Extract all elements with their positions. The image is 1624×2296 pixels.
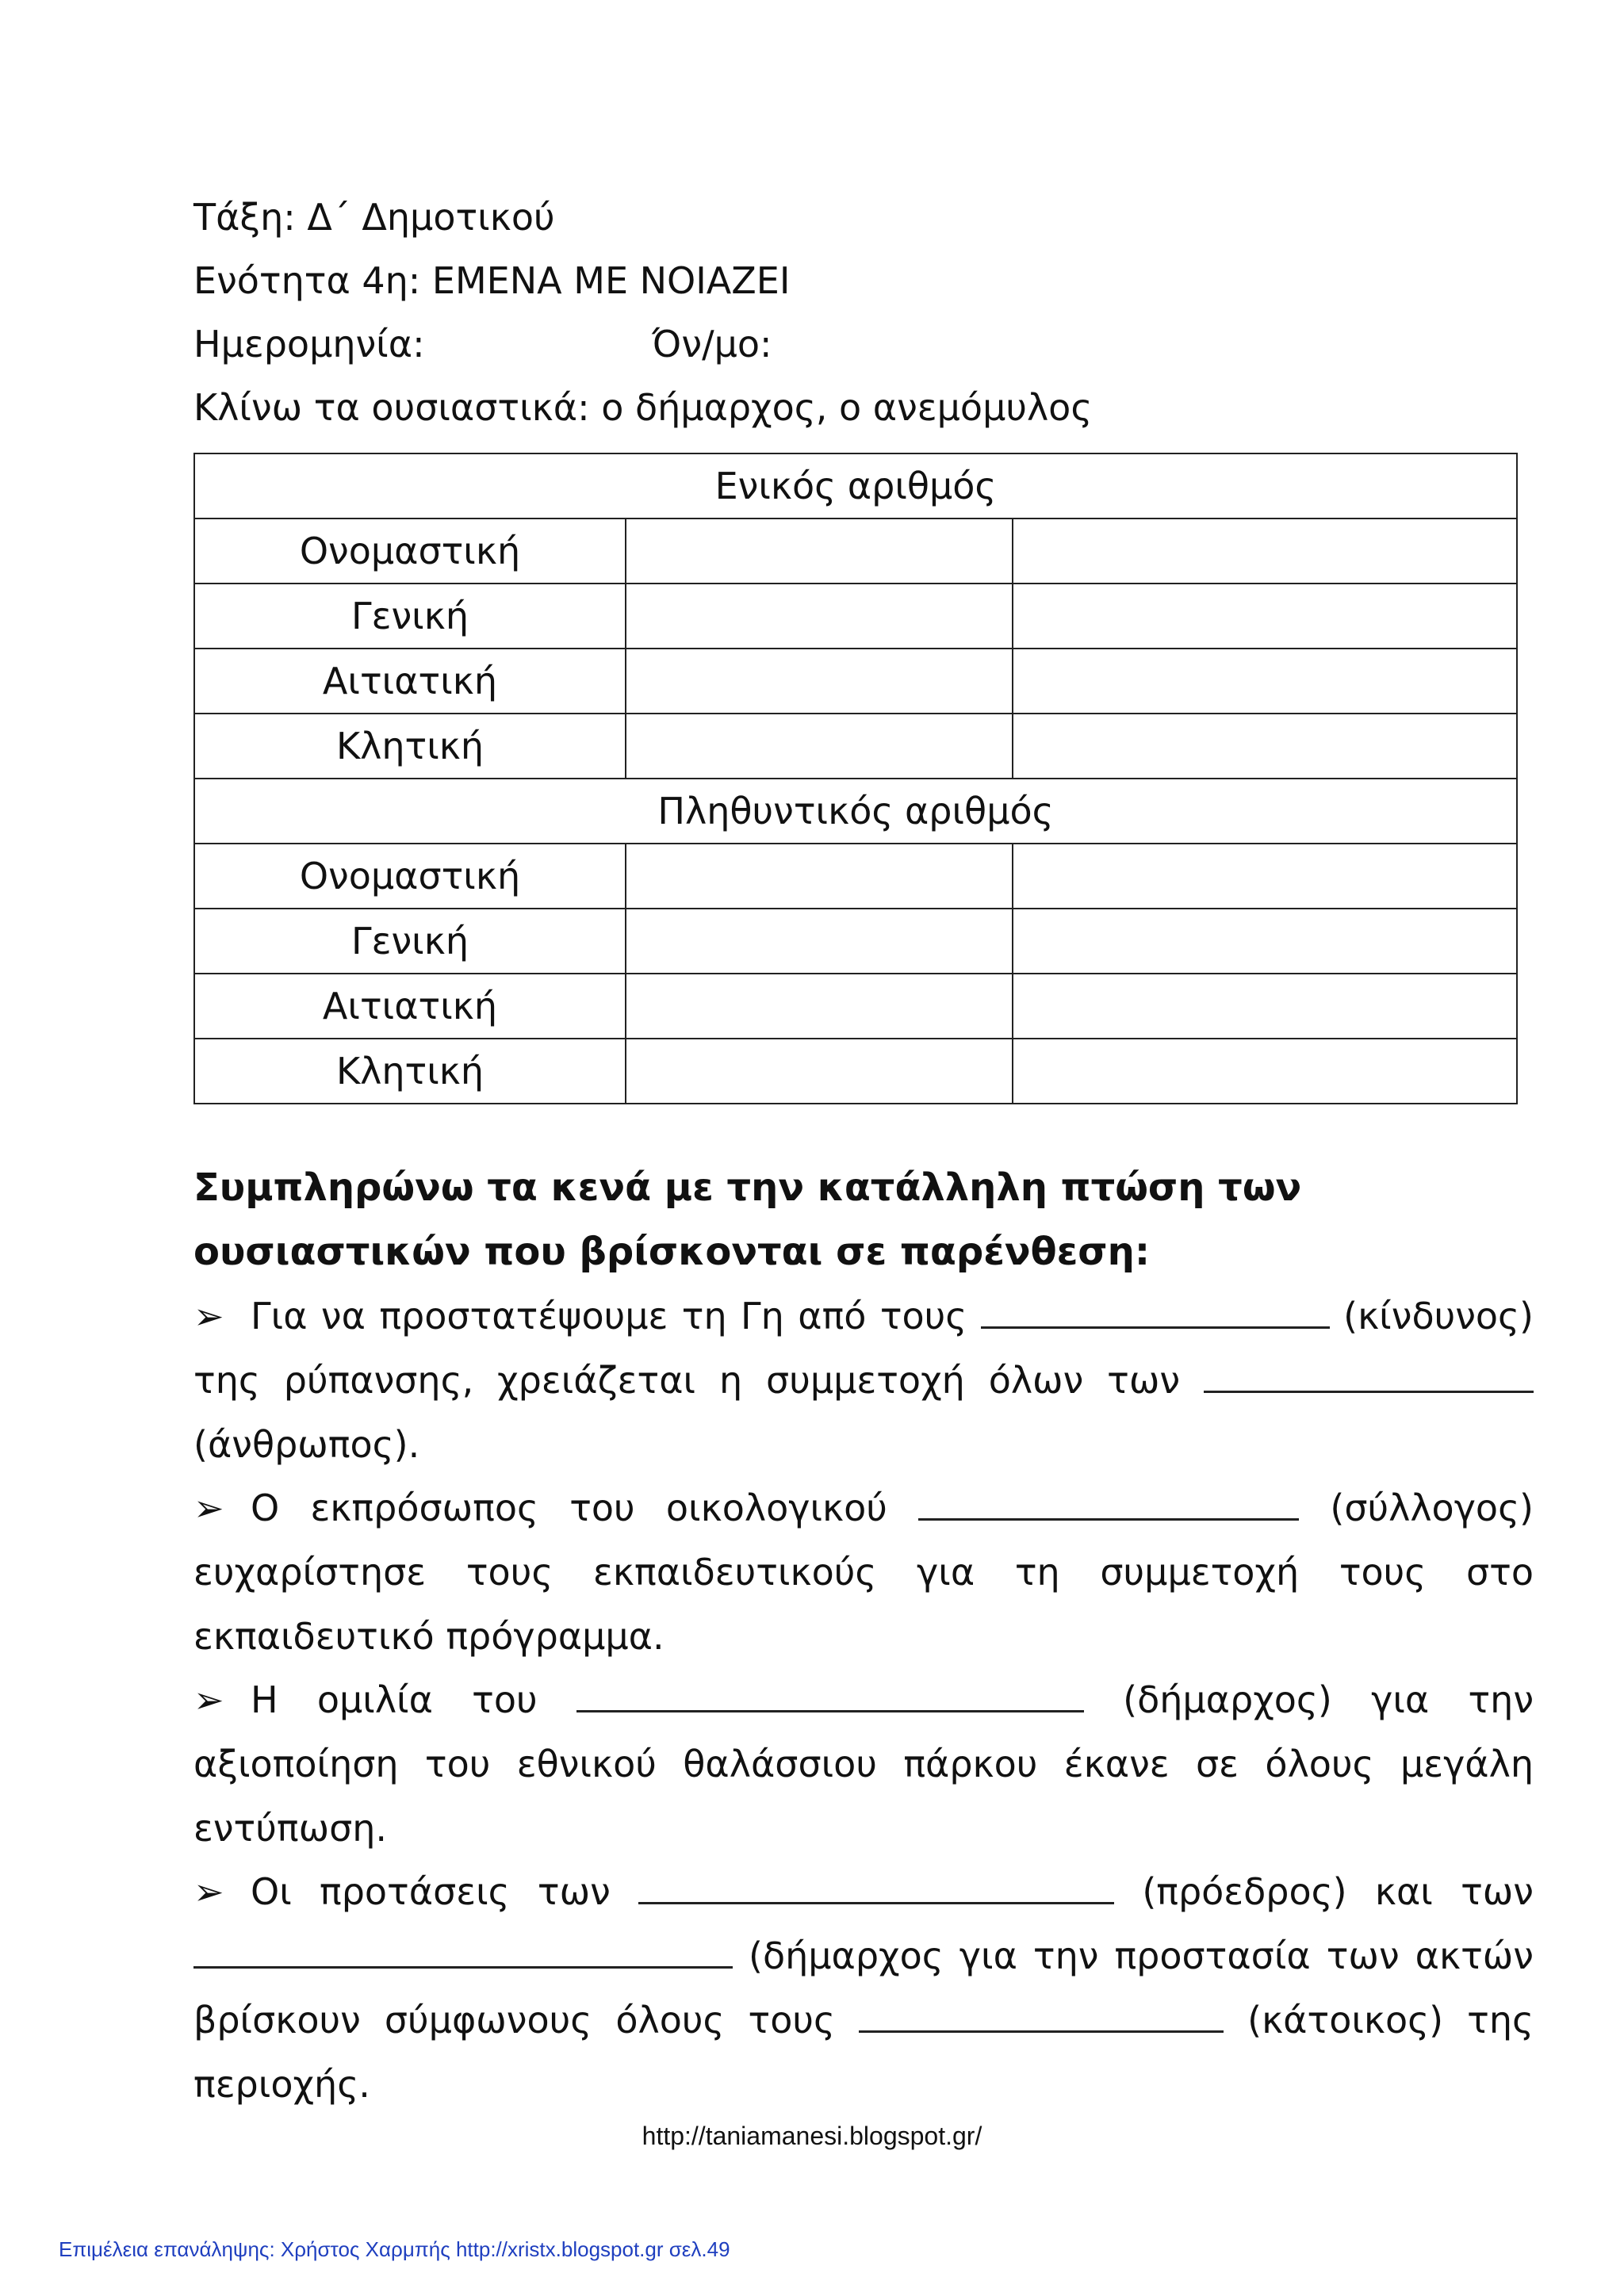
sentence-text: Για να προστατέψουμε τη Γη από τους (251, 1295, 967, 1337)
table-row (194, 714, 1517, 779)
answer-cell[interactable] (626, 844, 1013, 909)
plural-title: Πληθυντικός αριθμός (194, 779, 1517, 844)
answer-cell[interactable] (626, 649, 1013, 714)
table-row (194, 584, 1517, 649)
bullet-arrow-icon: ➢ (193, 1295, 224, 1337)
fill-blank[interactable] (859, 2002, 1224, 2033)
exercise-instruction: Συμπληρώνω τα κενά με την κατάλληλη πτώση των ουσιαστικών που βρίσκονται σε παρένθεση: (193, 1165, 1302, 1274)
fill-blank[interactable] (918, 1490, 1299, 1521)
name-label: Όν/μο: (652, 323, 772, 365)
answer-cell[interactable] (1013, 844, 1517, 909)
fill-blank[interactable] (1204, 1362, 1534, 1393)
answer-cell[interactable] (626, 519, 1013, 584)
fill-blank[interactable] (981, 1298, 1330, 1329)
sentence-4 (193, 1860, 1534, 2117)
sentence-text: (δήμαρχος) για την αξιοποίηση του εθνικού θαλάσσιου πάρκου έκανε σε όλους μεγάλη εντύπωση. (193, 1678, 1534, 1850)
sentence-text: (δήμαρχος για την προστασία των ακτών βρίσκουν σύμφωνους όλους τους (193, 1934, 1534, 2042)
date-label: Ημερομηνία: (193, 323, 425, 365)
sentence-3 (193, 1668, 1534, 1861)
case-label: Αιτιατική (194, 974, 626, 1039)
table-row (194, 1039, 1517, 1104)
bullet-arrow-icon: ➢ (193, 1487, 224, 1529)
fill-blank[interactable] (576, 1682, 1084, 1712)
answer-cell[interactable] (1013, 584, 1517, 649)
unit-line: Ενότητα 4η: ΕΜΕΝΑ ΜΕ ΝΟΙΑΖΕΙ (193, 259, 791, 302)
sentence-text: Οι προτάσεις των (251, 1870, 611, 1913)
case-label: Αιτιατική (194, 649, 626, 714)
bullet-arrow-icon: ➢ (193, 1870, 224, 1913)
bullet-arrow-icon: ➢ (193, 1678, 224, 1721)
case-label: Γενική (194, 909, 626, 974)
source-url: http://taniamanesi.blogspot.gr/ (642, 2122, 982, 2150)
fill-blank[interactable] (193, 1938, 733, 1969)
case-label: Κλητική (194, 1039, 626, 1104)
sentence-2 (193, 1476, 1534, 1669)
table-row (194, 649, 1517, 714)
answer-cell[interactable] (1013, 714, 1517, 779)
answer-cell[interactable] (626, 909, 1013, 974)
answer-cell[interactable] (626, 584, 1013, 649)
answer-cell[interactable] (1013, 909, 1517, 974)
table-row (194, 974, 1517, 1039)
case-label: Ονομαστική (194, 519, 626, 584)
table-row (194, 909, 1517, 974)
declension-table (193, 453, 1518, 1104)
footer-credit: Επιμέλεια επανάληψης: Χρήστος Χαρμπής http://xristx.blogspot.gr σελ.49 (59, 2237, 730, 2261)
table-row (194, 779, 1517, 844)
fill-blank[interactable] (638, 1873, 1114, 1904)
answer-cell[interactable] (1013, 974, 1517, 1039)
case-label: Ονομαστική (194, 844, 626, 909)
case-label: Κλητική (194, 714, 626, 779)
sentence-text: Ο εκπρόσωπος του οικολογικού (251, 1487, 887, 1529)
answer-cell[interactable] (1013, 649, 1517, 714)
class-line: Τάξη: Δ΄ Δημοτικού (193, 196, 555, 239)
table-row (194, 844, 1517, 909)
sentence-text: (άνθρωπος). (193, 1423, 420, 1466)
table-row (194, 453, 1517, 519)
sentence-text: (πρόεδρος) και των (1142, 1870, 1534, 1913)
singular-title: Ενικός αριθμός (194, 453, 1517, 519)
sentence-text: (κάτοικος) της περιοχής. (193, 1999, 1534, 2106)
sentence-text: Η ομιλία του (251, 1678, 538, 1721)
answer-cell[interactable] (1013, 1039, 1517, 1104)
sentence-text: (σύλλογος) ευχαρίστησε τους εκπαιδευτικούς για τη συμμετοχή τους στο εκπαιδευτικό πρόγραμμα. (193, 1487, 1534, 1658)
case-label: Γενική (194, 584, 626, 649)
task-line: Κλίνω τα ουσιαστικά: ο δήμαρχος, ο ανεμόμυλος (193, 386, 1093, 429)
sentence-1 (193, 1284, 1534, 1477)
answer-cell[interactable] (1013, 519, 1517, 584)
answer-cell[interactable] (626, 974, 1013, 1039)
answer-cell[interactable] (626, 1039, 1013, 1104)
sentence-text: (κίνδυνος) της ρύπανσης, χρειάζεται η συμμετοχή όλων των (193, 1295, 1534, 1402)
answer-cell[interactable] (626, 714, 1013, 779)
table-row (194, 519, 1517, 584)
